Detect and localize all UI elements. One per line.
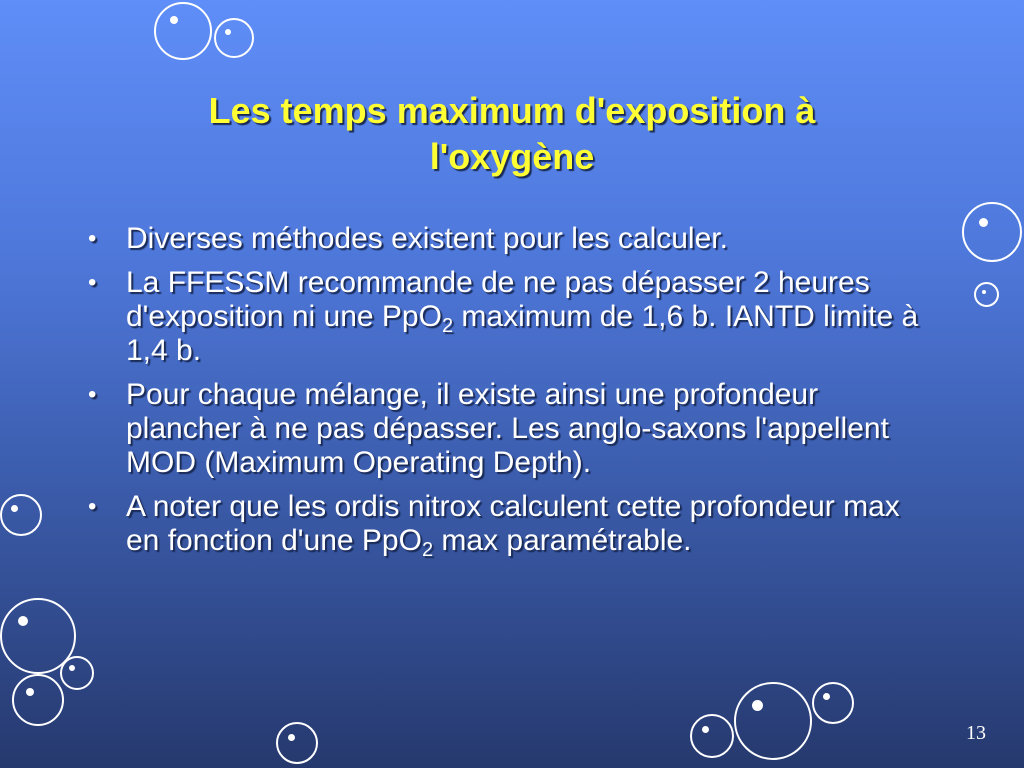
- bullet-dot-icon: •: [88, 493, 97, 520]
- bullet-item: [88, 222, 938, 256]
- bullet-text: Diverses méthodes existent pour les calculer.: [126, 222, 728, 255]
- bullet-item: [88, 378, 938, 480]
- bubble-glint-icon: [979, 218, 988, 227]
- bubble-glint-icon: [982, 290, 986, 294]
- bullet-dot-icon: •: [88, 225, 97, 252]
- bullet-dot-icon: •: [88, 381, 97, 408]
- bullet-item: [88, 490, 938, 561]
- bubble-icon: [214, 18, 254, 58]
- bubble-icon: [974, 282, 999, 307]
- bubble-icon: [12, 674, 64, 726]
- bubble-icon: [962, 202, 1022, 262]
- bullet-text-continued: max paramétrable.: [433, 524, 692, 557]
- bubble-glint-icon: [225, 29, 231, 35]
- bullet-list: [88, 222, 938, 568]
- bubble-icon: [690, 714, 734, 758]
- slide-title: [100, 88, 924, 180]
- subscript: 2: [421, 539, 434, 561]
- slide-title-line2: l'oxygène: [429, 136, 595, 177]
- bubble-glint-icon: [752, 700, 763, 711]
- bullet-item: [88, 266, 938, 368]
- bubble-icon: [276, 722, 318, 764]
- bubble-glint-icon: [170, 16, 178, 24]
- bubble-icon: [0, 494, 42, 536]
- bubble-glint-icon: [288, 734, 295, 741]
- bubble-glint-icon: [823, 693, 830, 700]
- bubble-glint-icon: [26, 688, 34, 696]
- bubble-glint-icon: [11, 505, 18, 512]
- bullet-text-continued: maximum de 1,6 b. IANTD limite à 1,4 b.: [126, 300, 919, 367]
- bullet-text: La FFESSM recommande de ne pas dépasser 2 heures d'exposition ni une PpO: [126, 266, 870, 333]
- bubble-glint-icon: [69, 665, 75, 671]
- bullet-text: Pour chaque mélange, il existe ainsi une profondeur plancher à ne pas dépasser. Les anglo-saxons l'appellent MOD (Maximum Operating Depth).: [126, 378, 889, 479]
- bubble-glint-icon: [702, 726, 709, 733]
- bullet-dot-icon: •: [88, 269, 97, 296]
- bubble-glint-icon: [18, 616, 28, 626]
- page-number: 13: [966, 722, 986, 744]
- subscript: 2: [441, 315, 454, 337]
- bubble-icon: [154, 2, 212, 60]
- slide-title-line1: Les temps maximum d'exposition à: [208, 90, 816, 131]
- bubble-icon: [60, 656, 94, 690]
- bubble-icon: [812, 682, 854, 724]
- bubble-icon: [734, 682, 812, 760]
- bullet-text: A noter que les ordis nitrox calculent cette profondeur max en fonction d'une PpO: [126, 490, 900, 557]
